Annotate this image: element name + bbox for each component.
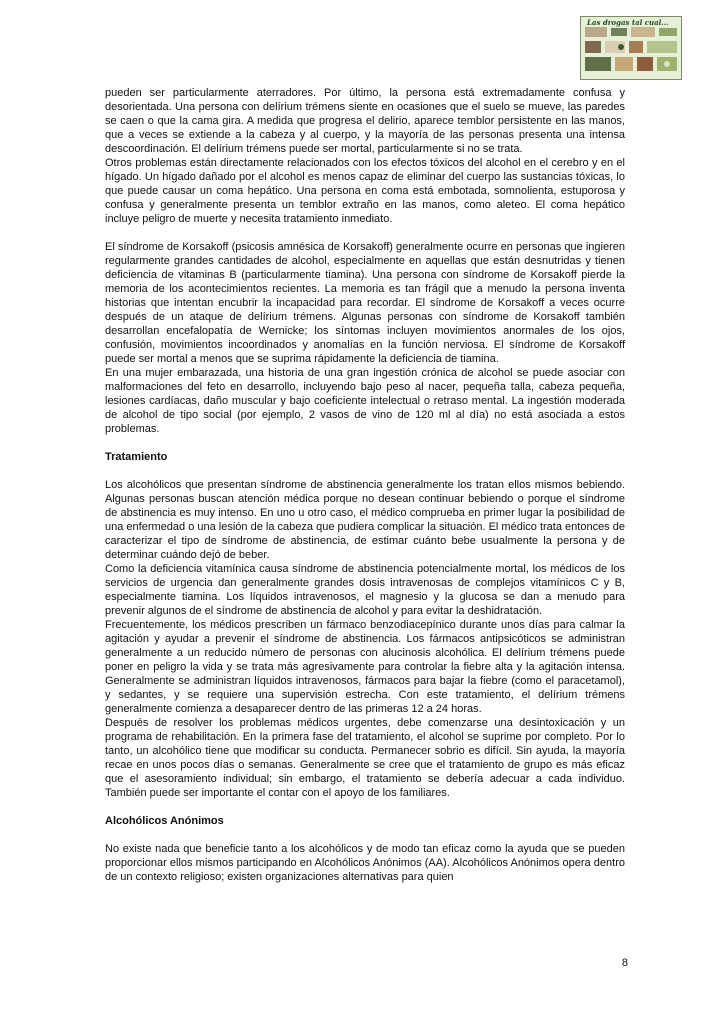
paragraph-korsakoff: El síndrome de Korsakoff (psicosis amnésica de Korsakoff) generalmente ocurre en personas que ingieren regularmente grandes cantidades de alcohol, especialmente en aquellas que están desnutridas y tienen deficiencia de vitaminas B (particularmente tiamina). Una persona con síndrome de Korsakoff pierde la memoria de los acontecimientos recientes. La memoria es tan frágil que a menudo la persona inventa historias que intentan encubrir la incapacidad para recordar. El síndrome de Korsakoff a veces ocurre después de un ataque de delírium trémens. Algunas personas con síndrome de Korsakoff también desarrollan encefalopatía de Wernicke; los síntomas incluyen movimientos anormales de los ojos, confusión, movimientos incoordinados y anomalías en la función nerviosa. El síndrome de Korsakoff puede ser mortal a menos que se suprima rápidamente la deficiencia de tiamina. [105, 241, 625, 365]
section-heading-tratamiento: Tratamiento [105, 451, 168, 463]
section-heading-alcoholicos-anonimos: Alcohólicos Anónimos [105, 815, 224, 827]
page-number: 8 [621, 957, 628, 969]
header-logo-image [580, 16, 682, 80]
paragraph-embarazo: En una mujer embarazada, una historia de una gran ingestión crónica de alcohol se puede asociar con malformaciones del feto en desarrollo, incluyendo bajo peso al nacer, pequeña talla, cabeza pequeña, lesiones cardíacas, daño muscular y bajo coeficiente intelectual o retraso mental. La ingestión moderada de alcohol de tipo social (por ejemplo, 2 vasos de vino de 120 ml al día) no está asociada a estos problemas. [105, 367, 625, 435]
paragraph-tratamiento-4: Después de resolver los problemas médicos urgentes, debe comenzarse una desintoxicación y un programa de rehabilitación. En la primera fase del tratamiento, el alcohol se suprime por completo. Por lo tanto, un alcohólico tiene que modificar su conducta. Permanecer sobrio es difícil. Sin ayuda, la mayoría recae en unos pocos días o semanas. Generalmente se cree que el tratamiento de grupo es más eficaz que el asesoramiento individual; sin embargo, el tratamiento se debería adecuar a cada individuo. También puede ser importante el contar con el apoyo de los familiares. [105, 717, 625, 799]
paragraph-aa: No existe nada que beneficie tanto a los alcohólicos y de modo tan eficaz como la ayuda que se pueden proporcionar ellos mismos participando en Alcohólicos Anónimos (AA). Alcohólicos Anónimos opera dentro de un contexto religioso; existen organizaciones alternativas para quien [105, 843, 625, 883]
logo-title: Las drogas tal cual... [587, 18, 669, 27]
paragraph-tratamiento-3: Frecuentemente, los médicos prescriben un fármaco benzodiacepínico durante unos días para calmar la agitación y ayudar a prevenir el síndrome de abstinencia. Los fármacos antipsicóticos se administran generalmente a un reducido número de personas con alucinosis alcohólica. El delírium trémens puede poner en peligro la vida y se trata más agresivamente para controlar la fiebre alta y la agitación intensa. Generalmente se administran líquidos intravenosos, fármacos para bajar la fiebre (como el paracetamol), y sedantes, y se requiere una supervisión estrecha. Con este tratamiento, el delírium trémens generalmente comienza a desaparecer dentro de las primeras 12 a 24 horas. [105, 619, 625, 715]
document-body [105, 86, 625, 884]
paragraph-delirium: pueden ser particularmente aterradores. Por último, la persona está extremadamente confusa y desorientada. Una persona con delírium trémens siente en ocasiones que el suelo se mueve, las paredes se caen o que la cama gira. A medida que progresa el delirio, aparece temblor persistente en las manos, que a veces se extiende a la cabeza y al cuerpo, y la mayoría de las personas presenta una intensa descoordinación. El delírium trémens puede ser mortal, particularmente si no se trata. [105, 87, 625, 155]
paragraph-tratamiento-2: Como la deficiencia vitamínica causa síndrome de abstinencia potencialmente mortal, los médicos de los servicios de urgencia dan generalmente grandes dosis intravenosas de complejos vitamínicos C y B, especialmente tiamina. Los líquidos intravenosos, el magnesio y la glucosa se dan a menudo para prevenir algunos de el síndrome de abstinencia de alcohol y para evitar la deshidratación. [105, 563, 625, 617]
paragraph-coma-hepatico: Otros problemas están directamente relacionados con los efectos tóxicos del alcohol en el cerebro y en el hígado. Un hígado dañado por el alcohol es menos capaz de eliminar del cuerpo las sustancias tóxicas, lo que puede causar un coma hepático. Una persona en coma está embotada, somnolienta, estuporosa y confusa y generalmente presenta un temblor extraño en las manos, como aleteo. El coma hepático incluye peligro de muerte y necesita tratamiento inmediato. [105, 157, 625, 225]
paragraph-tratamiento-1: Los alcohólicos que presentan síndrome de abstinencia generalmente los tratan ellos mismos bebiendo. Algunas personas buscan atención médica porque no desean continuar bebiendo o porque el síndrome de abstinencia es muy intenso. En uno u otro caso, el médico comprueba en primer lugar la posibilidad de una enfermedad o una lesión de la cabeza que pudiera complicar la situación. El médico trata entonces de caracterizar el tipo de síndrome de abstinencia, de estimar cuánto bebe usualmente la persona y de determinar cuándo dejó de beber. [105, 479, 625, 561]
